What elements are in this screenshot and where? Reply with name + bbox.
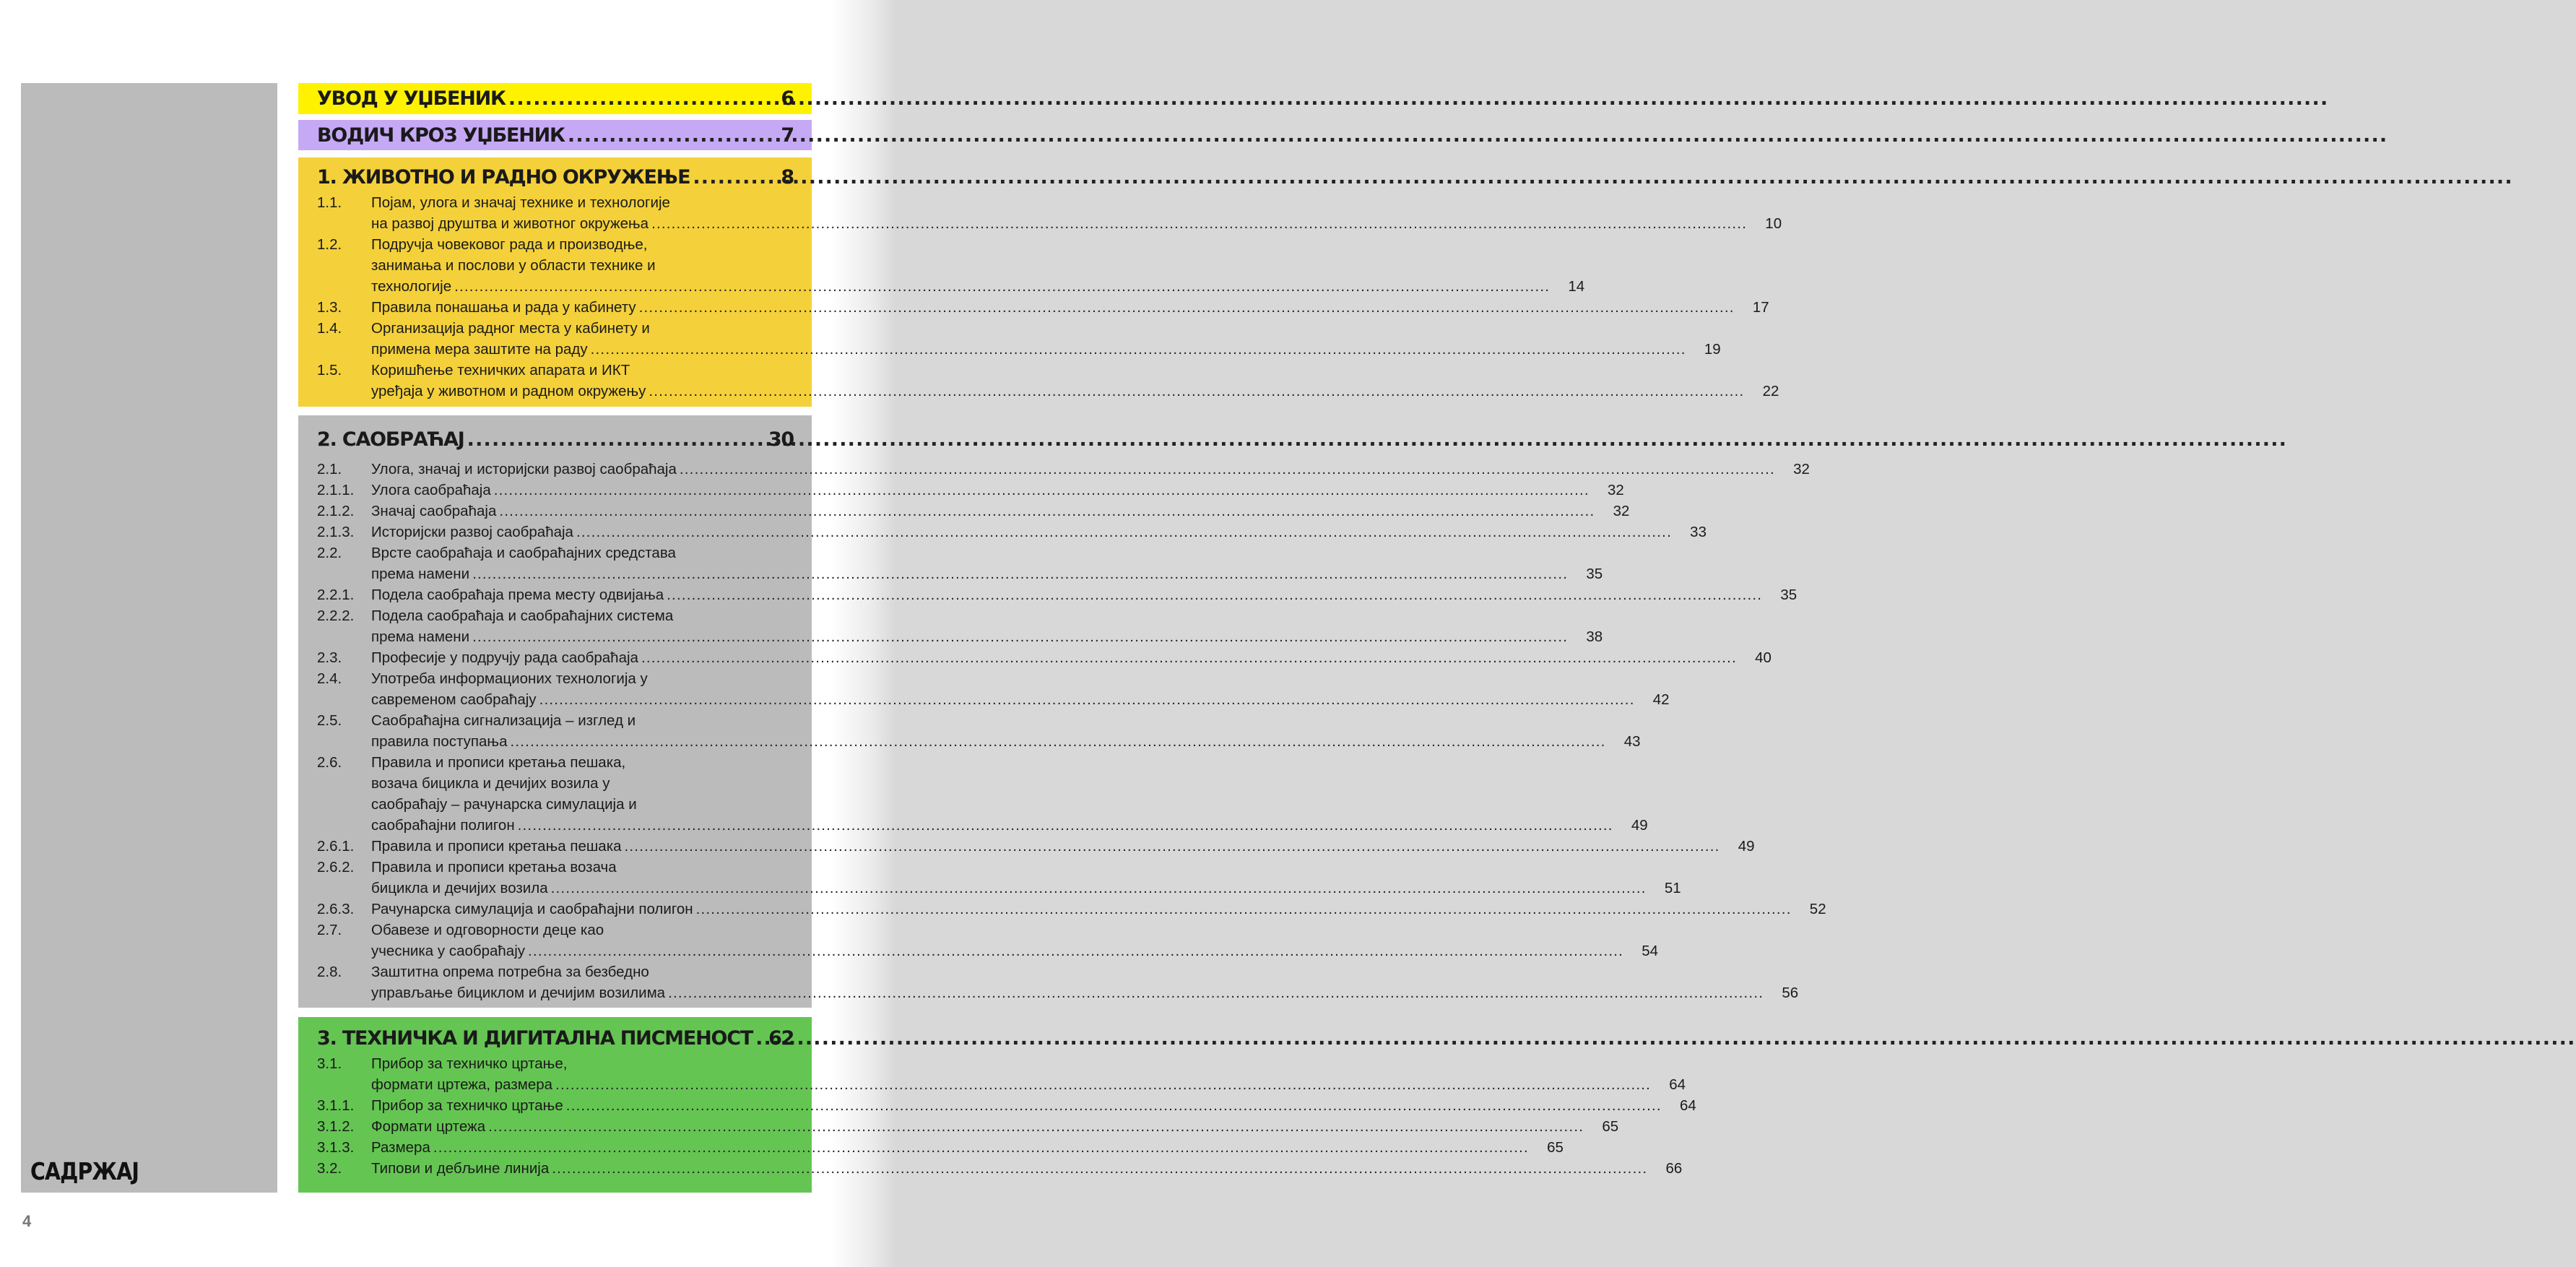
leader-dots [551,878,1647,899]
toc-entry[interactable] [317,1137,1564,1158]
entry-page: 22 [1762,383,1779,399]
entry-last-line [371,815,1619,836]
entry-page: 35 [1586,566,1603,582]
leader-dots [696,899,1792,920]
entry-line: Професије у подручју рада саобраћаја [371,649,638,666]
toc-entry[interactable] [317,920,1659,961]
leader-dots [755,1027,763,1050]
entry-line: формати цртежа, размера [371,1076,553,1093]
toc-entry[interactable] [317,1053,1686,1095]
leader-dots [668,982,1764,1003]
entry-line: учесника у саобраћају [371,943,526,959]
entry-line: Формати цртежа [371,1118,486,1135]
leader-dots [454,276,1550,297]
chapter-title: 1. ЖИВОТНО И РАДНО ОКРУЖЕЊЕ [317,165,690,189]
entry-line: занимања и послови у области технике и [371,257,656,274]
entry-line: технологије [371,278,452,295]
entry-last-line [371,213,1753,234]
entry-line: Рачунарска симулација и саобраћајни полигон [371,901,693,917]
entry-line: Правила понашања и рада у кабинету [371,299,636,316]
entry-text [371,1158,1653,1179]
entry-text [371,899,1797,920]
entry-page: 19 [1704,341,1721,358]
chapter-page: 30 [768,428,794,451]
entry-last-line [371,1095,1668,1116]
entry-line: Правила и прописи кретања пешака [371,838,622,855]
entry-page: 49 [1631,817,1648,834]
entry-last-line [371,626,1574,647]
entry-text [371,668,1641,710]
chapter-heading[interactable] [317,423,794,456]
entry-last-line [371,836,1726,857]
entry-number: 2.8. [317,964,342,980]
toc-entry[interactable] [317,605,1603,647]
leader-dots [667,584,1762,605]
leader-dots [539,689,1635,710]
entry-page: 52 [1809,901,1826,917]
toc-entry[interactable] [317,899,1826,920]
entry-line: саобраћајни полигон [371,817,515,834]
entry-text [371,857,1652,899]
entry-line: Прибор за техничко цртање, [371,1055,568,1072]
entry-page: 43 [1623,733,1641,750]
entry-text [371,710,1612,752]
entry-number: 2.6. [317,754,342,771]
toc-intro-page: 6 [781,87,794,110]
leader-dots [566,1095,1662,1116]
entry-line: Размера [371,1139,430,1156]
entry-text [371,605,1574,647]
contents-title: САДРЖАЈ [30,1157,139,1185]
entry-last-line [371,381,1750,402]
entry-number: 2.2.1. [317,587,355,603]
sidebar-panel [21,83,277,1193]
entry-number: 2.4. [317,670,342,687]
entry-page: 65 [1602,1118,1619,1135]
entry-text [371,522,1678,542]
entry-number: 2.1. [317,461,342,477]
leader-dots [576,522,1672,542]
entry-line: Улога, значај и историјски развој саобраћаја [371,461,677,477]
entry-line: према намени [371,628,470,645]
entry-text [371,480,1595,501]
entry-text [371,920,1629,961]
leader-dots [641,647,1737,668]
entry-page: 65 [1547,1139,1564,1156]
entry-line: Прибор за техничко цртање [371,1097,563,1114]
chapter-title: 3. ТЕХНИЧКА И ДИГИТАЛНА ПИСМЕНОСТ [317,1026,753,1050]
leader-dots [499,501,1595,522]
toc-entry[interactable] [317,1095,1696,1116]
entry-line: Правила и прописи кретања пешака, [371,754,626,771]
toc-entry[interactable] [317,542,1603,584]
toc-entry[interactable] [317,752,1648,836]
toc-guide[interactable] [298,120,812,150]
entry-last-line [371,339,1692,360]
leader-dots [555,1074,1651,1095]
entry-page: 42 [1652,691,1670,708]
entry-last-line [371,1116,1590,1137]
entry-last-line [371,940,1629,961]
entry-page: 40 [1755,649,1771,666]
entry-line: Врсте саобраћаја и саобраћајних средстава [371,545,676,561]
entry-line: Заштитна опрема потребна за безбедно [371,964,649,980]
toc-entry[interactable] [317,522,1707,542]
entry-number: 3.1.2. [317,1118,355,1135]
entry-page: 49 [1738,838,1755,855]
entry-text [371,1116,1590,1137]
entry-line: управљање бициклом и дечијим возилима [371,985,666,1001]
leader-dots [552,1158,1647,1179]
entry-last-line [371,982,1769,1003]
entry-line: Подручја човековог рада и производње, [371,236,648,253]
chapter-heading[interactable] [317,1023,794,1053]
chapter-heading[interactable] [317,162,794,192]
leader-dots [494,480,1590,501]
entry-line: Употреба информационих технологија у [371,670,648,687]
entry-number: 1.4. [317,320,342,337]
leader-dots [680,459,1775,480]
leader-dots [488,1116,1584,1137]
entry-line: Улога саобраћаја [371,482,491,498]
entry-text [371,961,1769,1003]
entry-line: примена мера заштите на раду [371,341,588,358]
entry-page: 10 [1765,215,1782,232]
entry-text [371,584,1768,605]
entry-line: Правила и прописи кретања возача [371,859,617,875]
entry-last-line [371,1074,1657,1095]
toc-entry[interactable] [317,647,1771,668]
toc-entry[interactable] [317,836,1755,857]
leader-dots [651,213,1747,234]
entry-number: 2.1.3. [317,524,355,540]
chapter-title: 2. САОБРАЋАЈ [317,428,464,451]
chapter-page: 8 [781,165,794,189]
toc-entry[interactable] [317,710,1641,752]
entry-number: 2.5. [317,712,342,729]
toc-entry[interactable] [317,857,1681,899]
toc-entry[interactable] [317,584,1797,605]
leader-dots [518,815,1613,836]
leader-dots [467,428,759,451]
chapter-page: 62 [768,1026,794,1050]
entry-last-line [371,899,1797,920]
entry-last-line [371,878,1652,899]
leader-dots [528,940,1623,961]
entry-line: Коришћење техничких апарата и ИКТ [371,362,630,379]
page-number: 4 [22,1212,32,1230]
entry-number: 3.1. [317,1055,342,1072]
entry-last-line [371,1158,1653,1179]
toc-intro-title: УВОД У УЏБЕНИК [317,87,506,110]
entry-text [371,459,1781,480]
entry-last-line [371,480,1595,501]
leader-dots [639,297,1735,318]
entry-page: 54 [1642,943,1659,959]
entry-page: 56 [1782,985,1799,1001]
entry-number: 2.7. [317,922,342,938]
entry-text [371,647,1743,668]
entry-number: 3.1.1. [317,1097,355,1114]
entry-line: савременом саобраћају [371,691,537,708]
toc-entry[interactable] [317,297,1769,318]
entry-line: Подела саобраћаја према месту одвијања [371,587,664,603]
leader-dots [568,124,759,147]
toc-entry[interactable] [317,480,1624,501]
toc-entry[interactable] [317,360,1779,402]
entry-last-line [371,689,1641,710]
entry-number: 1.5. [317,362,342,379]
leader-dots [510,731,1605,752]
entry-last-line [371,731,1612,752]
entry-page: 66 [1665,1160,1683,1177]
entry-page: 35 [1780,587,1797,603]
entry-line: Подела саобраћаја и саобраћајних система [371,607,674,624]
entry-text [371,234,1556,297]
toc-entry[interactable] [317,234,1585,297]
entry-last-line [371,584,1768,605]
entry-text [371,360,1750,402]
entry-text [371,752,1619,836]
entry-page: 64 [1669,1076,1686,1093]
entry-number: 2.6.1. [317,838,355,855]
toc-entry[interactable] [317,459,1810,480]
entry-last-line [371,297,1740,318]
entry-text [371,297,1740,318]
toc-entry[interactable] [317,961,1799,1003]
entry-page: 32 [1793,461,1810,477]
entry-line: Историјски развој саобраћаја [371,524,573,540]
entry-line: Организација радног места у кабинету и [371,320,650,337]
entry-last-line [371,276,1556,297]
entry-line: возача бицикла и дечијих возила у [371,775,610,792]
entry-page: 38 [1586,628,1603,645]
entry-number: 1.1. [317,194,342,211]
entry-text [371,542,1574,584]
entry-number: 2.2.2. [317,607,355,624]
entry-number: 2.2. [317,545,342,561]
entry-text [371,836,1726,857]
entry-text [371,1053,1657,1095]
entry-last-line [371,459,1781,480]
leader-dots [693,166,759,189]
leader-dots [625,836,1720,857]
entry-line: Значај саобраћаја [371,503,497,519]
entry-text [371,318,1692,360]
entry-number: 2.3. [317,649,342,666]
entry-last-line [371,647,1743,668]
toc-entry[interactable] [317,192,1782,234]
leader-dots [591,339,1686,360]
entry-page: 14 [1568,278,1585,295]
entry-line: бицикла и дечијих возила [371,880,548,896]
leader-dots [508,87,759,110]
entry-page: 32 [1607,482,1624,498]
toc-guide-page: 7 [781,124,794,147]
entry-line: Појам, улога и значај технике и технологије [371,194,670,211]
entry-line: правила поступања [371,733,508,750]
entry-line: према намени [371,566,470,582]
entry-page: 51 [1664,880,1681,896]
entry-number: 2.6.2. [317,859,355,875]
entry-last-line [371,522,1678,542]
leader-dots [472,563,1568,584]
entry-number: 2.6.3. [317,901,355,917]
toc-entry[interactable] [317,501,1630,522]
entry-text [371,1095,1668,1116]
toc-intro[interactable] [298,83,812,114]
entry-line: уређаја у животном и радном окружењу [371,383,646,399]
entry-text [371,501,1600,522]
entry-line: Типови и дебљине линија [371,1160,550,1177]
entry-text [371,1137,1535,1158]
entry-number: 3.2. [317,1160,342,1177]
entry-line: Обавезе и одговорности деце као [371,922,604,938]
toc-entry[interactable] [317,1116,1619,1137]
toc-entry[interactable] [317,668,1670,710]
leader-dots [649,381,1744,402]
toc-entry[interactable] [317,1158,1683,1179]
chapter-1-section [298,157,1782,407]
entry-number: 2.1.2. [317,503,355,519]
entry-line: Саобраћајна сигнализација – изглед и [371,712,636,729]
entry-line: на развој друштва и животног окружења [371,215,649,232]
entry-text [371,192,1753,234]
toc-entry[interactable] [317,318,1721,360]
entry-page: 64 [1679,1097,1696,1114]
entry-page: 33 [1690,524,1707,540]
chapter-2-section [298,415,1826,1008]
entry-line: саобраћају – рачунарска симулација и [371,796,637,813]
leader-dots [472,626,1568,647]
chapter-3-section [298,1017,1696,1193]
entry-number: 1.2. [317,236,342,253]
entry-last-line [371,501,1600,522]
entry-last-line [371,563,1574,584]
entry-page: 32 [1613,503,1630,519]
toc-guide-title: ВОДИЧ КРОЗ УЏБЕНИК [317,124,565,147]
entry-number: 2.1.1. [317,482,355,498]
entry-number: 1.3. [317,299,342,316]
leader-dots [433,1137,1529,1158]
entry-number: 3.1.3. [317,1139,355,1156]
entry-last-line [371,1137,1535,1158]
entry-page: 17 [1752,299,1769,316]
